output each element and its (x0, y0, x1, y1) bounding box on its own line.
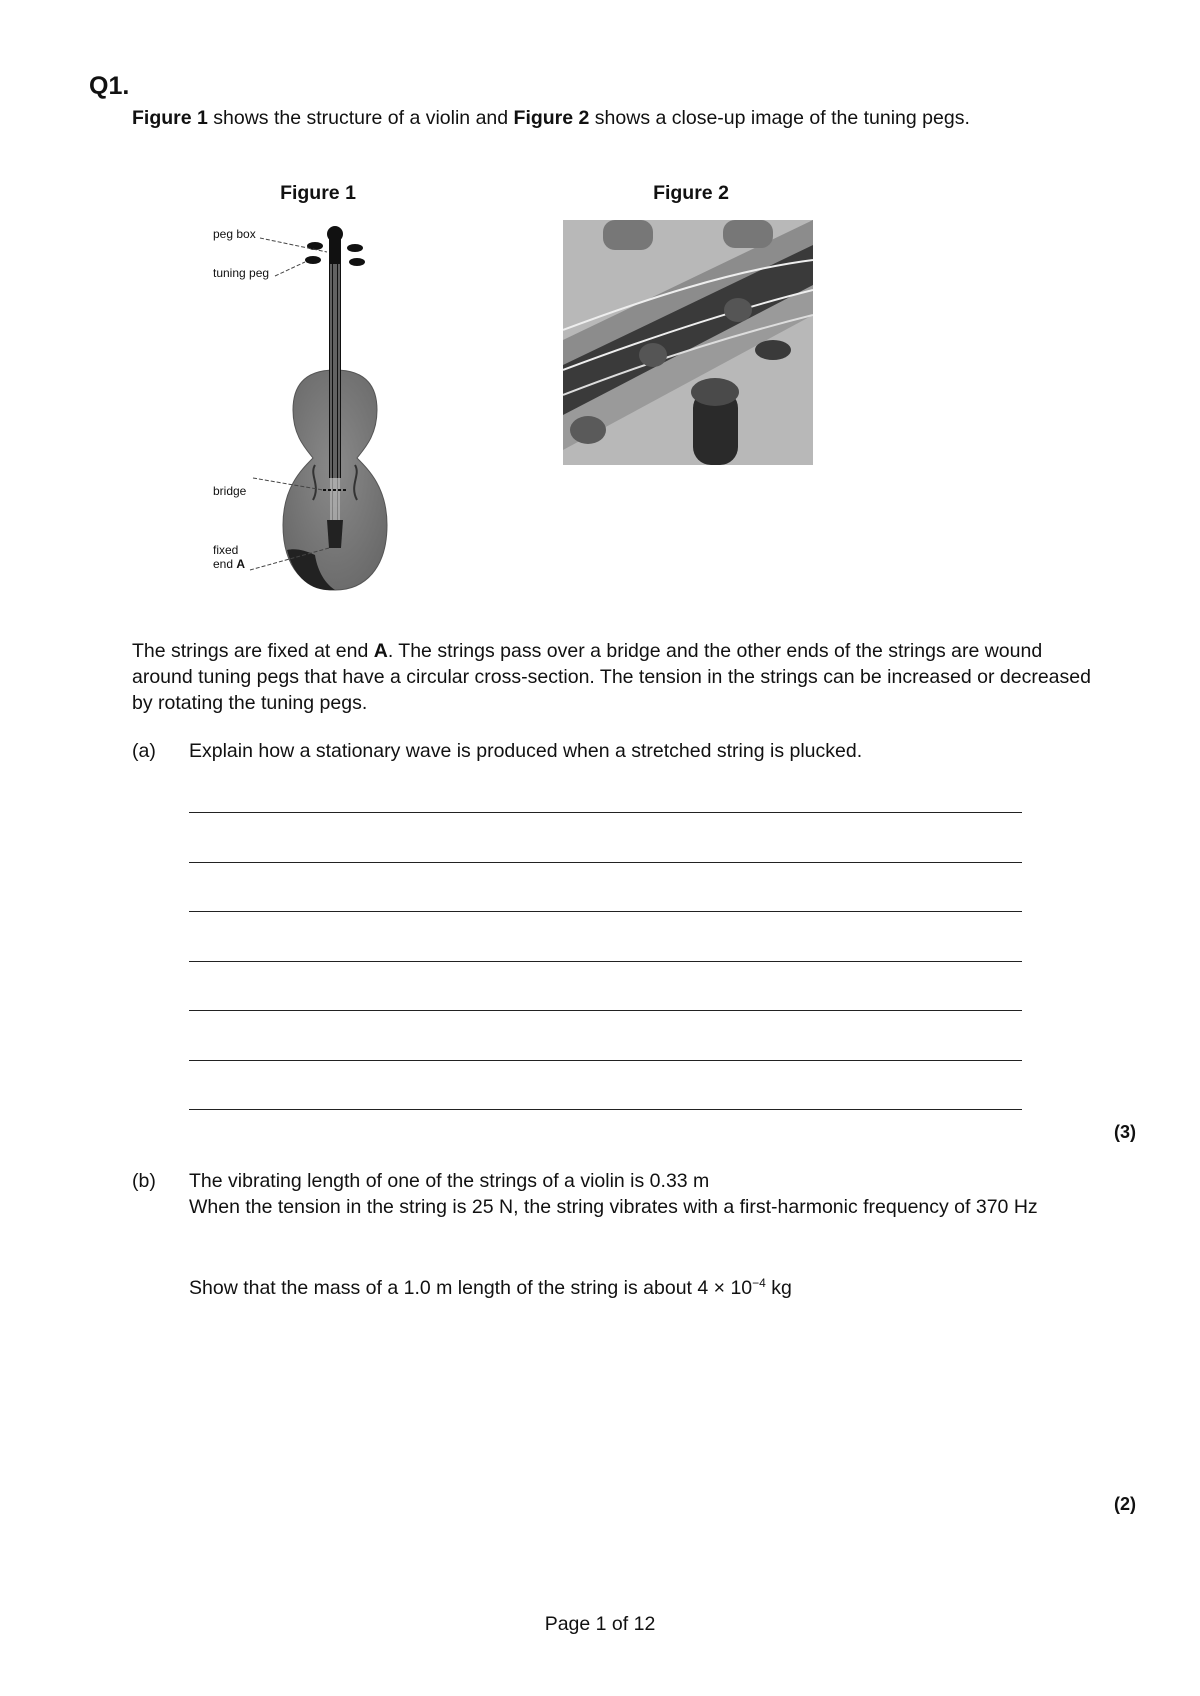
description-pre: The strings are fixed at end (132, 640, 374, 662)
answer-line[interactable] (189, 1060, 1022, 1061)
part-b-label: (b) (132, 1170, 156, 1192)
part-b-text (189, 1168, 1089, 1220)
part-b-marks: (2) (1114, 1494, 1136, 1514)
description-letter: A (373, 640, 388, 662)
tuning-pegs-photo-icon (563, 220, 813, 465)
tuning-pegs-photo (563, 220, 813, 465)
part-a-marks: (3) (1114, 1122, 1136, 1142)
label-bridge: bridge (213, 484, 247, 498)
answer-line[interactable] (189, 961, 1022, 962)
part-b-line2: When the tension in the string is 25 N, the string vibrates with a first-harmonic frequency of 370 Hz (189, 1196, 1038, 1218)
question-number: Q1. (89, 72, 130, 100)
intro-end: shows a close-up image of the tuning pegs. (589, 107, 970, 129)
figure1-ref: Figure 1 (132, 107, 208, 129)
show-post: kg (765, 1277, 792, 1299)
show-exp: −4 (752, 1276, 766, 1290)
label-peg-box: peg box (213, 227, 256, 241)
description-paragraph (132, 638, 1092, 716)
label-end-letter: A (236, 557, 246, 571)
question-intro (132, 105, 1052, 131)
answer-line[interactable] (189, 1010, 1022, 1011)
description-post: . The strings pass over a bridge and the other ends of the strings are wound around tuning pegs that have a circular cross-section. The tension in the strings can be increased or decreased by rotating the tuning pegs. (132, 640, 1091, 714)
violin-diagram (205, 220, 435, 620)
figure2-ref: Figure 2 (513, 107, 590, 129)
part-b-show-that (189, 1270, 792, 1301)
answer-line[interactable] (189, 1109, 1022, 1110)
figure2-caption: Figure 2 (653, 182, 729, 204)
page-footer: Page 1 of 12 (544, 1613, 656, 1635)
part-b-line1: The vibrating length of one of the strings of a violin is 0.33 m (189, 1170, 710, 1192)
label-end-prefix: end (213, 557, 237, 571)
answer-line[interactable] (189, 911, 1022, 912)
figure1-caption: Figure 1 (280, 182, 356, 204)
intro-mid: shows the structure of a violin and (207, 107, 514, 129)
answer-line[interactable] (189, 812, 1022, 813)
part-a-text: Explain how a stationary wave is produced when a stretched string is plucked. (189, 740, 863, 762)
label-fixed: fixed (213, 543, 239, 557)
part-a-label: (a) (132, 740, 156, 762)
label-tuning-peg: tuning peg (213, 266, 270, 280)
show-pre: Show that the mass of a 1.0 m length of the string is about 4 × 10 (189, 1277, 753, 1299)
label-fixed-end (213, 543, 245, 571)
answer-line[interactable] (189, 862, 1022, 863)
